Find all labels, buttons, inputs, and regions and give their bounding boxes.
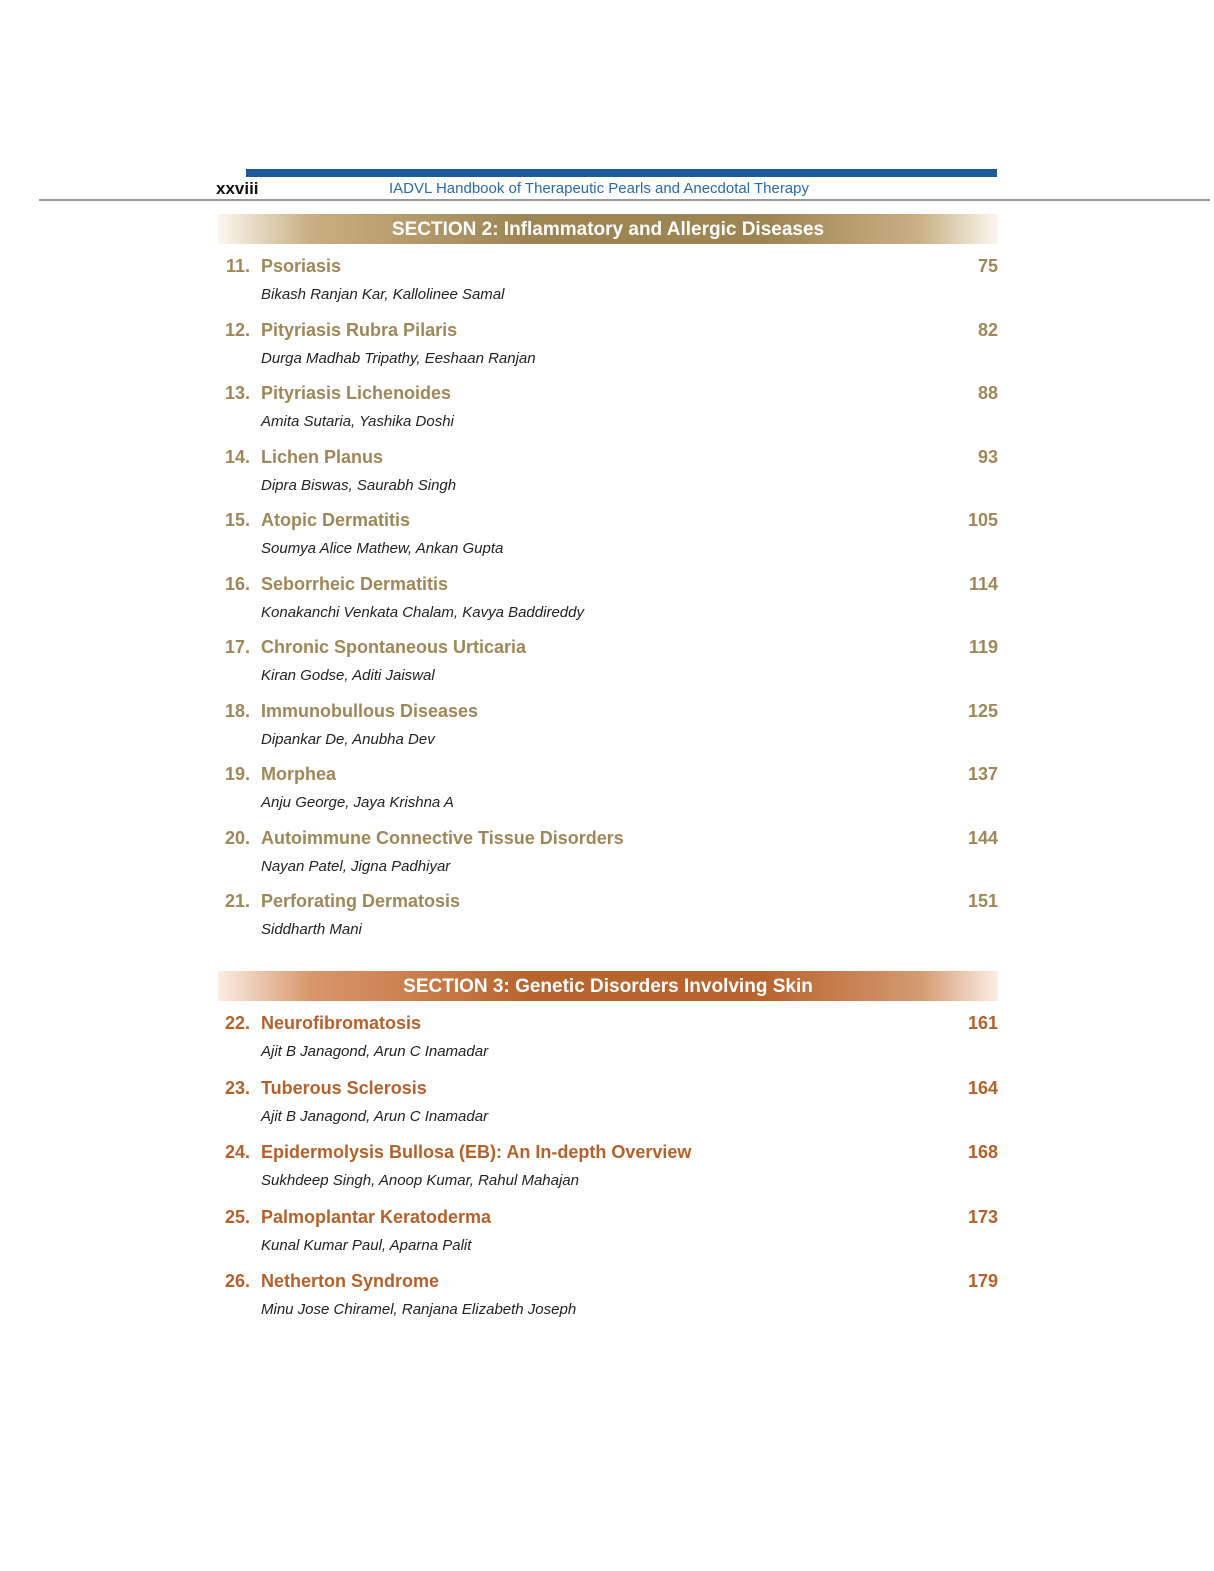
toc-entry[interactable] [218, 510, 998, 574]
entry-number: 22. [224, 1013, 250, 1033]
entry-authors: Nayan Patel, Jigna Padhiyar [261, 857, 451, 875]
toc-entry[interactable] [218, 574, 998, 638]
entry-authors: Amita Sutaria, Yashika Doshi [261, 413, 454, 430]
entry-page: 119 [968, 637, 998, 657]
entry-title[interactable]: Pityriasis Rubra Pilaris [261, 319, 458, 340]
header-rule [39, 199, 1210, 201]
entry-number: 23. [224, 1077, 250, 1098]
entry-title[interactable]: Tuberous Sclerosis [261, 1077, 427, 1098]
entry-title[interactable]: Epidermolysis Bullosa (EB): An In-depth Overview [261, 1142, 692, 1162]
toc-entry[interactable] [218, 383, 998, 447]
entry-title[interactable]: Pityriasis Lichenoides [261, 383, 452, 403]
toc-entry[interactable] [218, 447, 998, 511]
toc-entry[interactable] [218, 1013, 998, 1078]
toc-entry[interactable] [218, 828, 998, 892]
entry-page: 125 [967, 700, 998, 721]
entry-page: 164 [967, 1077, 998, 1098]
entry-number: 24. [224, 1142, 250, 1162]
entry-title[interactable]: Psoriasis [261, 256, 342, 276]
toc-entry[interactable] [218, 1207, 998, 1272]
entry-title[interactable]: Perforating Dermatosis [261, 891, 461, 911]
entry-number: 26. [224, 1271, 250, 1291]
section-3-list [218, 1013, 998, 1336]
entry-authors: Siddharth Mani [261, 921, 362, 938]
entry-number: 11. [225, 256, 250, 276]
section-3-heading: SECTION 3: Genetic Disorders Involving Skin [218, 971, 998, 1001]
entry-page: 137 [967, 764, 998, 784]
entry-title[interactable]: Atopic Dermatitis [261, 510, 411, 530]
toc-entry[interactable] [218, 764, 998, 828]
entry-title[interactable]: Seborrheic Dermatitis [261, 573, 449, 594]
entry-number: 20. [224, 827, 250, 848]
entry-title[interactable]: Lichen Planus [261, 446, 384, 467]
entry-title[interactable]: Palmoplantar Keratoderma [261, 1206, 492, 1227]
entry-authors: Konakanchi Venkata Chalam, Kavya Baddireddy [261, 603, 584, 621]
entry-authors: Durga Madhab Tripathy, Eeshaan Ranjan [261, 349, 536, 367]
entry-page: 82 [977, 319, 998, 340]
entry-page: 144 [967, 827, 998, 848]
entry-title[interactable]: Morphea [261, 764, 337, 784]
entry-authors: Kiran Godse, Aditi Jaiswal [261, 667, 435, 684]
entry-title[interactable]: Immunobullous Diseases [261, 700, 479, 721]
section-2-heading: SECTION 2: Inflammatory and Allergic Diseases [218, 214, 998, 244]
toc-entry[interactable] [218, 891, 998, 955]
entry-page: 173 [967, 1206, 998, 1227]
entry-page: 105 [967, 510, 998, 530]
entry-title[interactable]: Netherton Syndrome [261, 1271, 440, 1291]
entry-page: 114 [968, 573, 998, 594]
entry-number: 12. [224, 319, 250, 340]
entry-authors: Kunal Kumar Paul, Aparna Palit [261, 1236, 472, 1254]
toc-entry[interactable] [218, 1078, 998, 1143]
entry-title[interactable]: Neurofibromatosis [261, 1013, 422, 1033]
entry-authors: Dipankar De, Anubha Dev [261, 730, 435, 748]
entry-authors: Ajit B Janagond, Arun C Inamadar [261, 1043, 489, 1060]
entry-authors: Soumya Alice Mathew, Ankan Gupta [261, 540, 504, 557]
entry-authors: Anju George, Jaya Krishna A [261, 794, 454, 811]
entry-number: 25. [224, 1206, 250, 1227]
section-2-list [218, 256, 998, 955]
entry-page: 161 [967, 1013, 998, 1033]
entry-number: 18. [224, 700, 250, 721]
entry-number: 17. [224, 637, 250, 657]
entry-authors: Dipra Biswas, Saurabh Singh [261, 476, 457, 494]
entry-number: 13. [224, 383, 250, 403]
toc-entry[interactable] [218, 1271, 998, 1336]
toc-entry[interactable] [218, 256, 998, 320]
entry-page: 168 [967, 1142, 998, 1162]
entry-authors: Sukhdeep Singh, Anoop Kumar, Rahul Mahajan [261, 1172, 579, 1189]
entry-title[interactable]: Autoimmune Connective Tissue Disorders [261, 827, 624, 848]
entry-number: 19. [224, 764, 250, 784]
toc-entry[interactable] [218, 1142, 998, 1207]
toc-entry[interactable] [218, 701, 998, 765]
entry-number: 15. [224, 510, 250, 530]
entry-number: 21. [224, 891, 250, 911]
entry-number: 14. [224, 446, 250, 467]
page-number: xxviii [216, 179, 259, 198]
entry-title[interactable]: Chronic Spontaneous Urticaria [261, 637, 527, 657]
entry-authors: Minu Jose Chiramel, Ranjana Elizabeth Joseph [261, 1301, 577, 1318]
entry-page: 88 [977, 383, 998, 403]
entry-authors: Ajit B Janagond, Arun C Inamadar [261, 1107, 489, 1125]
entry-page: 179 [967, 1271, 998, 1291]
toc-entry[interactable] [218, 637, 998, 701]
entry-number: 16. [224, 573, 250, 594]
entry-authors: Bikash Ranjan Kar, Kallolinee Samal [261, 286, 505, 303]
toc-entry[interactable] [218, 320, 998, 384]
entry-page: 151 [967, 891, 998, 911]
header-color-bar [246, 169, 997, 177]
entry-page: 75 [977, 256, 998, 276]
entry-page: 93 [977, 446, 998, 467]
running-head: IADVL Handbook of Therapeutic Pearls and Anecdotal Therapy [389, 180, 809, 197]
